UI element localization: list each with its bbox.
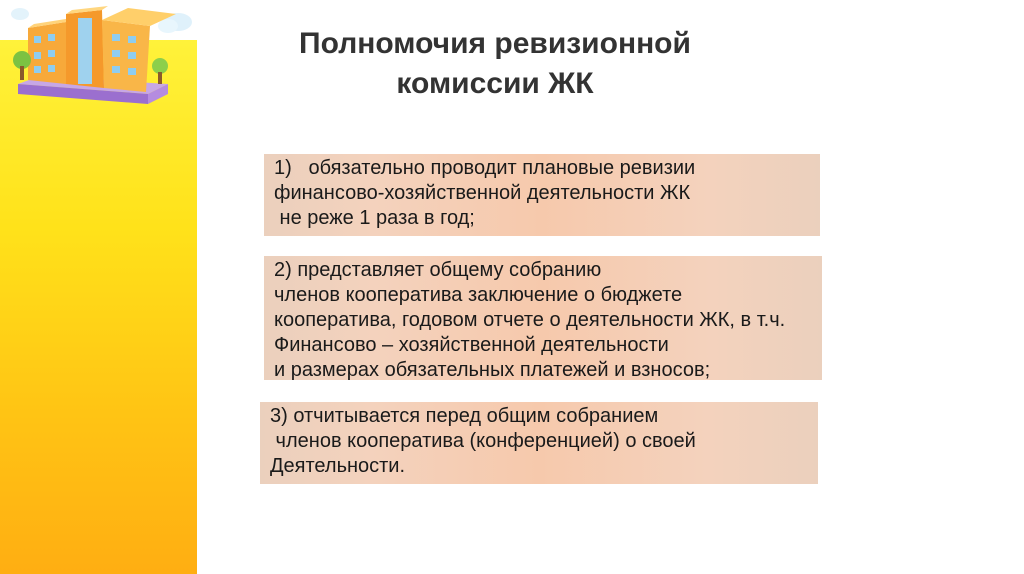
authority-item-1-line-2: финансово-хозяйственной деятельности ЖК [274, 182, 691, 204]
authority-item-2-line-4: Финансово – хозяйственной деятельности [274, 334, 669, 356]
yellow-side-bar [0, 40, 197, 574]
authority-item-2-line-2: членов кооператива заключение о бюджете [274, 284, 683, 306]
authority-item-2 [264, 256, 822, 380]
authority-item-2-line-5: и размерах обязательных платежей и взносов; [274, 359, 711, 381]
slide-title-line-1: Полномочия ревизионной [299, 27, 691, 60]
authority-item-3 [260, 402, 818, 484]
authority-item-1-line-1: 1) обязательно проводит плановые ревизии [274, 157, 696, 179]
authority-item-3-line-1: 3) отчитывается перед общим собранием [270, 405, 659, 427]
authority-item-2-line-1: 2) представляет общему собранию [274, 259, 602, 281]
slide-title [290, 24, 700, 104]
authority-item-1-line-3: не реже 1 раза в год; [274, 207, 475, 229]
authority-item-3-line-3: Деятельности. [270, 455, 406, 477]
authority-item-1 [264, 154, 820, 236]
authority-item-2-line-3: кооператива, годовом отчете о деятельности ЖК, в т.ч. [274, 309, 786, 331]
building-illustration [0, 0, 200, 120]
authority-item-3-line-2: членов кооператива (конференцией) о своей [270, 430, 696, 452]
slide-title-line-2: комиссии ЖК [396, 67, 594, 100]
